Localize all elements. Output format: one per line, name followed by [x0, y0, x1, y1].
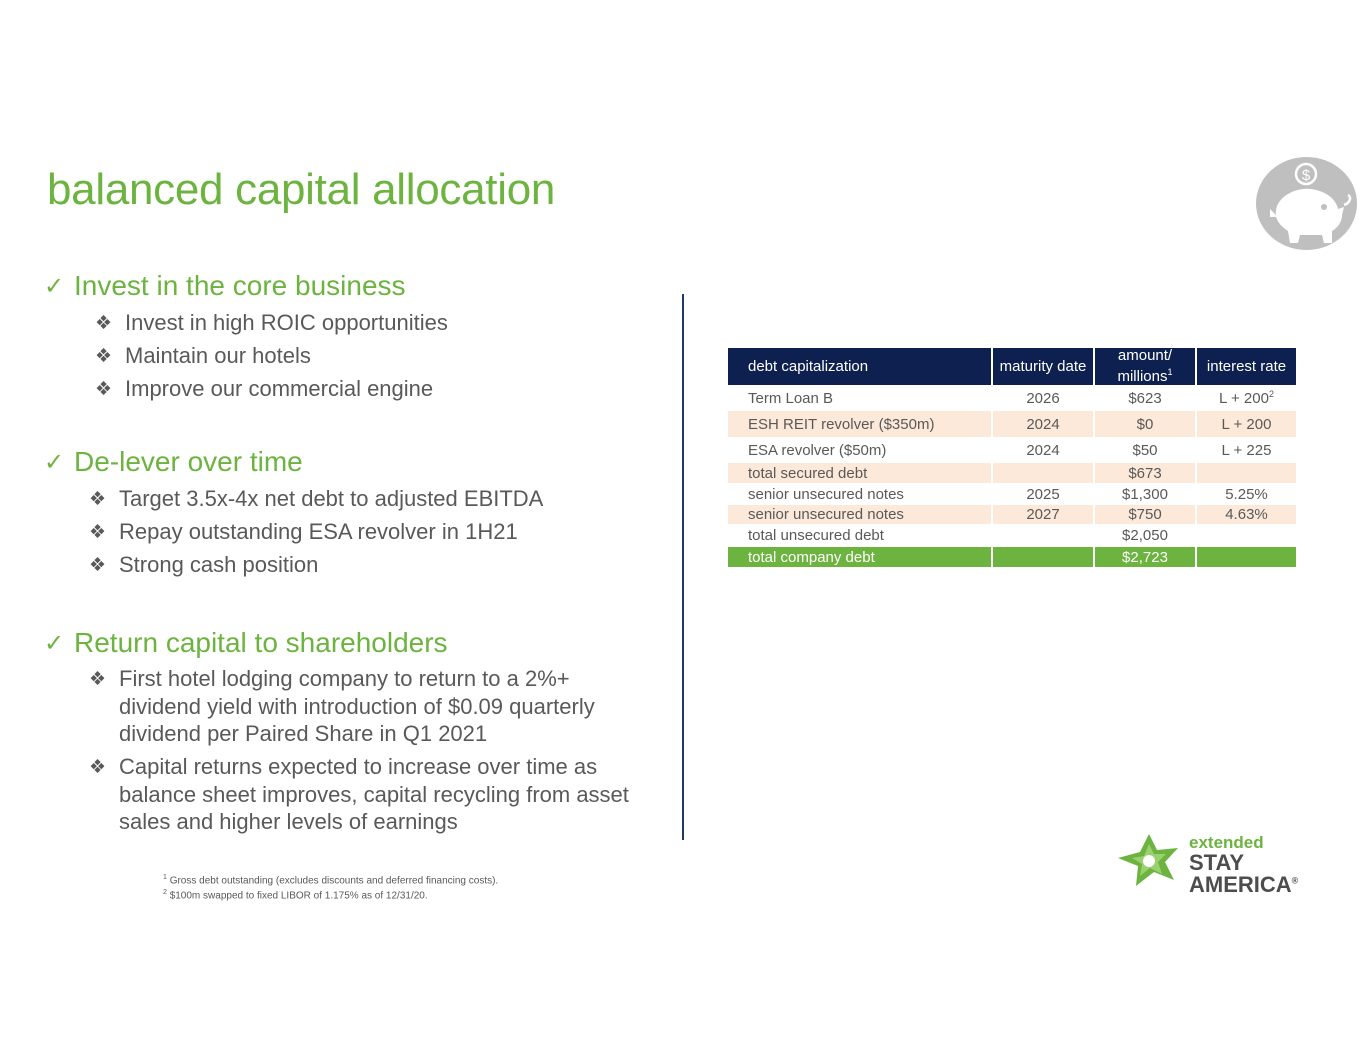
table-cell: total company debt: [728, 547, 992, 567]
table-header-row: [728, 348, 1297, 385]
section-core-business: [44, 269, 406, 303]
table-cell: $2,050: [1094, 524, 1196, 547]
table-row: [728, 505, 1297, 524]
bullet-text: Improve our commercial engine: [125, 376, 434, 401]
table-cell: $673: [1094, 463, 1196, 483]
table-cell: senior unsecured notes: [728, 483, 992, 505]
table-cell: $0: [1094, 411, 1196, 437]
diamond-bullet-icon: ❖: [89, 757, 107, 778]
table-cell: $2,723: [1094, 547, 1196, 567]
column-header: maturity date: [992, 348, 1094, 385]
table-cell: 2024: [992, 411, 1094, 437]
table-cell: Term Loan B: [728, 385, 992, 411]
table-cell: 2025: [992, 483, 1094, 505]
footnotes: [163, 872, 498, 903]
table-cell: 2024: [992, 437, 1094, 463]
table-row: [728, 385, 1297, 411]
footnote: $^1$ Gross debt outstanding (excludes discounts and deferred financing costs).: [163, 874, 499, 887]
table-cell: total unsecured debt: [728, 524, 992, 547]
diamond-bullet-icon: ❖: [95, 313, 113, 334]
column-header: amount/ millions$^1$: [1094, 348, 1196, 385]
table-cell: 5.25%: [1196, 483, 1297, 505]
piggy-bank-dollar-icon: [1256, 157, 1357, 250]
table-cell: [992, 547, 1094, 567]
table-cell: total secured debt: [728, 463, 992, 483]
debt-capitalization-table: [728, 348, 1298, 567]
table-row: [728, 483, 1297, 505]
table-cell: [992, 524, 1094, 547]
checkmark-icon: ✓: [44, 629, 65, 657]
diamond-bullet-icon: ❖: [89, 669, 107, 690]
svg-text:$: $: [1301, 167, 1311, 184]
table-cell: 2027: [992, 505, 1094, 524]
table-row: [728, 524, 1297, 547]
brand-logo: [1189, 834, 1298, 896]
table-cell: $1,300: [1094, 483, 1196, 505]
bullet-text: Strong cash position: [119, 552, 319, 577]
diamond-bullet-icon: ❖: [89, 522, 107, 543]
logo-line1: extended: [1189, 833, 1264, 852]
table-cell: [1196, 463, 1297, 483]
table-cell: [1196, 547, 1297, 567]
bullet-text: First hotel lodging company to return to a 2%+ dividend yield with introduction of $0.09 quarterly dividend per Paired Share in Q1 2021: [119, 666, 595, 746]
diamond-bullet-icon: ❖: [95, 379, 113, 400]
logo-line3: AMERICA®: [1189, 872, 1299, 897]
table-cell: $L + 200^2$: [1196, 385, 1297, 411]
table-cell: ESH REIT revolver ($350m): [728, 411, 992, 437]
footnote: $^2$ $100m swapped to fixed LIBOR of 1.175% as of 12/31/20.: [163, 889, 428, 902]
table-cell: $623: [1094, 385, 1196, 411]
logo-line2: STAY: [1189, 850, 1245, 875]
table-row: [728, 437, 1297, 463]
bullet-text: Target 3.5x-4x net debt to adjusted EBITDA: [119, 486, 544, 511]
table-cell: 4.63%: [1196, 505, 1297, 524]
section-delever: [44, 445, 303, 479]
table-cell: [1196, 524, 1297, 547]
table-cell: $750: [1094, 505, 1196, 524]
table-row: [728, 411, 1297, 437]
diamond-bullet-icon: ❖: [95, 346, 113, 367]
column-header: debt capitalization: [728, 348, 992, 385]
table-cell: L + 200: [1196, 411, 1297, 437]
table-cell: ESA revolver ($50m): [728, 437, 992, 463]
table-row: [728, 463, 1297, 483]
table-cell: 2026: [992, 385, 1094, 411]
section-heading: Invest in the core business: [74, 270, 406, 301]
page-title: balanced capital allocation: [47, 165, 556, 214]
table-cell: [992, 463, 1094, 483]
table-cell: L + 225: [1196, 437, 1297, 463]
bullet-text: Repay outstanding ESA revolver in 1H21: [119, 519, 518, 544]
section-heading: De-lever over time: [74, 446, 303, 477]
checkmark-icon: ✓: [44, 272, 65, 300]
bullet-text: Invest in high ROIC opportunities: [125, 310, 448, 335]
bullet-text: Capital returns expected to increase over time as balance sheet improves, capital recycling from asset sales and higher levels of earnings: [119, 754, 629, 834]
bullet-text: Maintain our hotels: [125, 343, 311, 368]
section-heading: Return capital to shareholders: [74, 627, 448, 658]
vertical-divider: [682, 294, 684, 840]
section-return-capital: [44, 626, 448, 660]
table-total-row: [728, 547, 1297, 567]
column-header: interest rate: [1196, 348, 1297, 385]
diamond-bullet-icon: ❖: [89, 555, 107, 576]
table-cell: senior unsecured notes: [728, 505, 992, 524]
table-cell: $50: [1094, 437, 1196, 463]
star-logo-icon: [1110, 832, 1188, 893]
checkmark-icon: ✓: [44, 448, 65, 476]
diamond-bullet-icon: ❖: [89, 489, 107, 510]
